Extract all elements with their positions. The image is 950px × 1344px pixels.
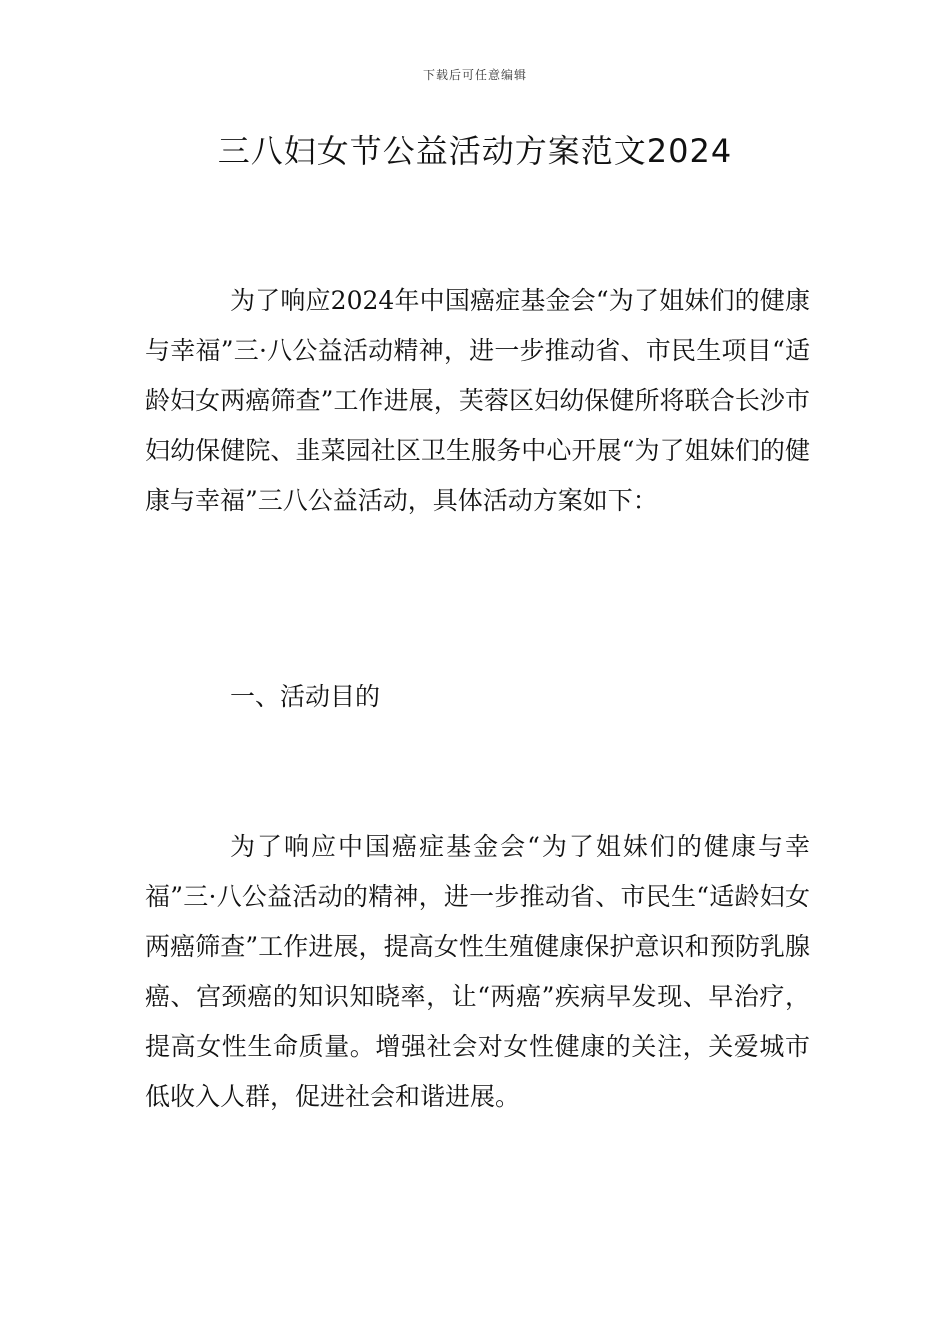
intro-paragraph: 为了响应2024年中国癌症基金会“为了姐妹们的健康与幸福”三·八公益活动精神，进一步推动省、市民生项目“适龄妇女两癌筛查”工作进展，芙蓉区妇幼保健所将联合长沙市妇幼保健院、韭菜园社区卫生服务中心开展“为了姐妹们的健康与幸福”三八公益活动，具体活动方案如下： [145, 286, 810, 515]
document-title: 三八妇女节公益活动方案范文2024 [217, 132, 733, 170]
header-note: 下载后可任意编辑 [422, 68, 527, 82]
section-heading-purpose: 一、活动目的 [230, 682, 381, 711]
section-purpose-paragraph: 为了响应中国癌症基金会“为了姐妹们的健康与幸福”三·八公益活动的精神，进一步推动省、市民生“适龄妇女两癌筛查”工作进展，提高女性生殖健康保护意识和预防乳腺癌、宫颈癌的知识知晓率，让“两癌”疾病早发现、早治疗，提高女性生命质量。增强社会对女性健康的关注，关爱城市低收入人群，促进社会和谐进展。 [145, 832, 810, 1111]
